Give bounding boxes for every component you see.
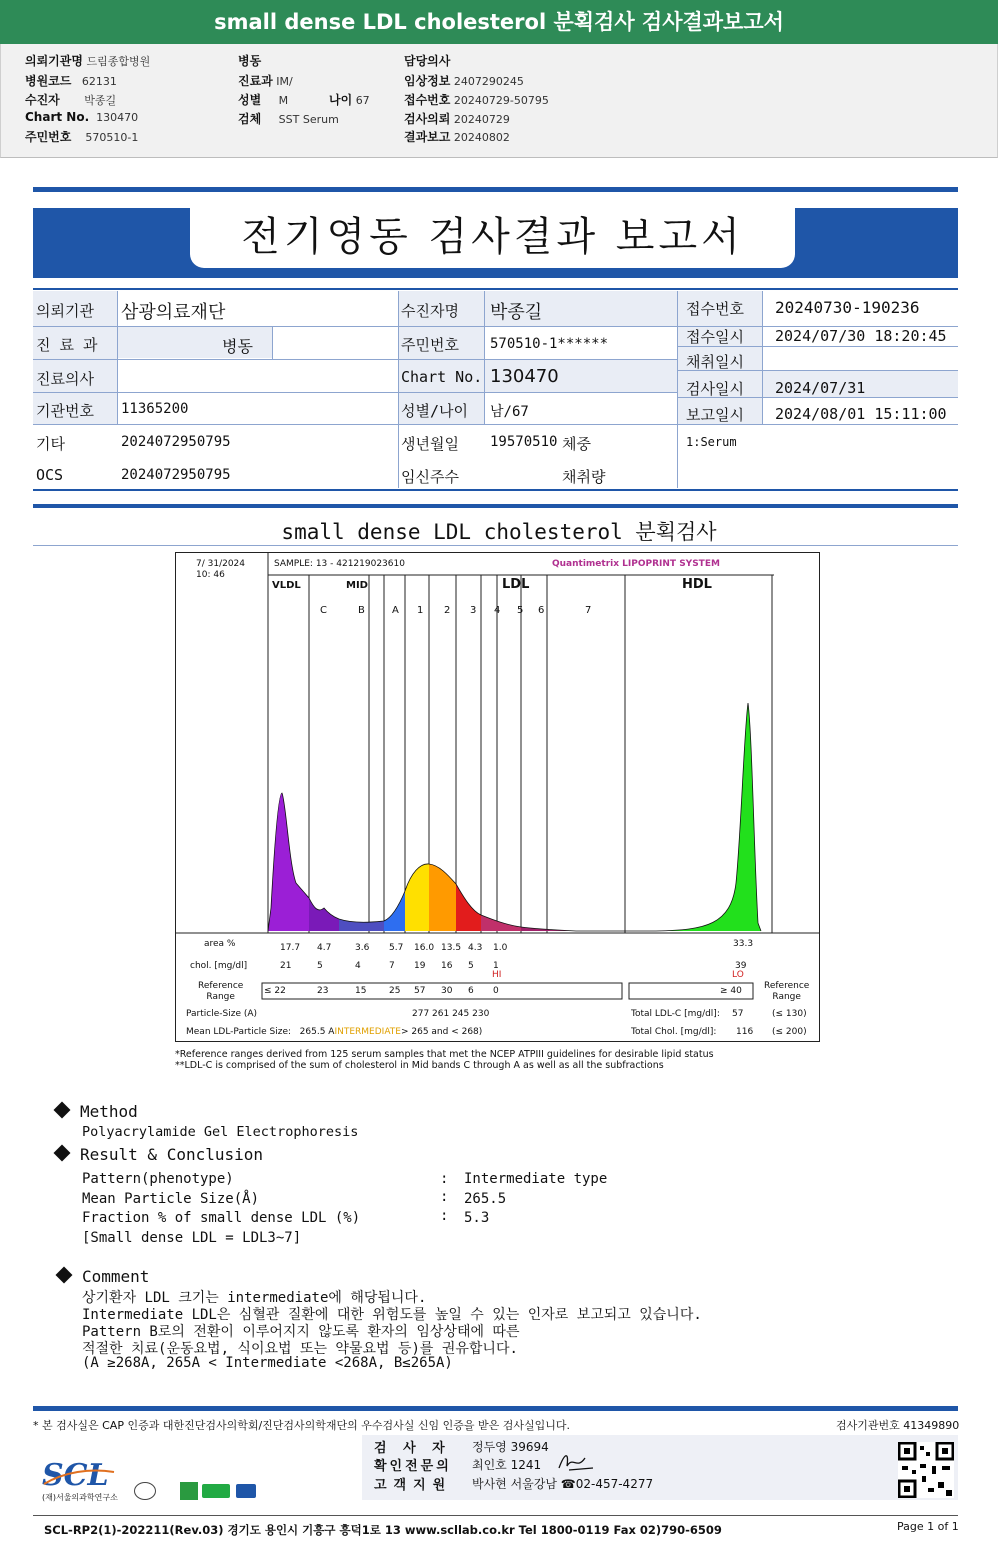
result-colon: : xyxy=(440,1208,449,1224)
section-underline xyxy=(33,545,958,546)
comment-line-1: 상기환자 LDL 크기는 intermediate에 해당됩니다. xyxy=(82,1290,427,1306)
lp-group-vldl: VLDL xyxy=(272,580,301,591)
collect-label: 채취일시 xyxy=(686,353,744,371)
request-row: 검사의뢰 20240729 xyxy=(404,112,510,126)
area-value: 3.6 xyxy=(355,943,370,953)
table-line xyxy=(33,392,678,393)
table-vline xyxy=(484,291,485,424)
page-number: Page 1 of 1 xyxy=(897,1520,959,1533)
footer-line xyxy=(33,1515,958,1516)
comment-line-2: Intermediate LDL은 심혈관 질환에 대한 위험도를 높일 수 있는 인자로 보고되고 있습니다. xyxy=(82,1307,702,1323)
ref-value: 23 xyxy=(317,986,329,996)
dept-value: 병동 xyxy=(222,337,253,356)
lipoprint-fraction-peak xyxy=(405,864,429,931)
ward-row: 병동 xyxy=(238,54,262,68)
institution-value: 삼광의료재단 xyxy=(121,302,226,323)
receipt-date-label: 접수일시 xyxy=(686,328,744,346)
exam-date-label: 검사일시 xyxy=(686,380,744,398)
tester-label: 검 사 자 xyxy=(374,1441,451,1456)
lp-band-label: 4 xyxy=(494,605,501,616)
inst-no-label: 기관번호 xyxy=(36,402,94,420)
table-line xyxy=(33,359,678,360)
psize-label: Particle-Size (A) xyxy=(186,1009,258,1019)
ref-value: 25 xyxy=(389,986,401,996)
ref-hdl: ≥ 40 xyxy=(720,986,742,996)
tchol-label: Total Chol. [mg/dl]: xyxy=(631,1027,717,1037)
ref-label-right: Reference Range xyxy=(764,981,810,1002)
lp-band-label: B xyxy=(358,605,365,616)
ref-label: Reference Range xyxy=(198,981,244,1002)
doctor-label: 진료의사 xyxy=(36,370,94,388)
scl-logo-swoosh-icon xyxy=(42,1462,116,1490)
etc-value: 2024072950795 xyxy=(121,434,231,450)
lp-band-label: 6 xyxy=(538,605,545,616)
kda-badge-icon xyxy=(202,1484,230,1498)
ref-value: ≤ 22 xyxy=(264,986,286,996)
lp-group-hdl: HDL xyxy=(682,577,712,592)
chol-value: 19 xyxy=(414,961,426,971)
table-vline xyxy=(762,291,763,424)
table-top-rule xyxy=(33,288,958,290)
id-row: 주민번호 570510-1 xyxy=(25,130,139,144)
diamond-bullet-icon xyxy=(54,1102,71,1119)
footer-rule xyxy=(33,1406,958,1411)
ldlc-label: Total LDL-C [mg/dl]: xyxy=(631,1009,720,1019)
sexage-value: 남/67 xyxy=(490,404,529,420)
address-line: SCL-RP2(1)-202211(Rev.03) 경기도 용인시 기흥구 흥덕1로 13 www.scllab.co.kr Tel 1800-0119 Fax 02)790-6509 xyxy=(44,1523,722,1537)
area-value: 5.7 xyxy=(389,943,404,953)
ref-value: 30 xyxy=(441,986,453,996)
dept-row: 진료과 IM/ xyxy=(238,74,293,88)
lp-band-label: 3 xyxy=(470,605,477,616)
exam-date-value: 2024/07/31 xyxy=(775,379,866,397)
area-label: area % xyxy=(204,939,236,949)
report-banner-title: small dense LDL cholesterol 분획검사 검사결과보고서 xyxy=(0,0,998,44)
header-rule xyxy=(33,187,958,192)
lp-band-label: A xyxy=(392,605,399,616)
report-date-value: 2024/08/01 15:11:00 xyxy=(775,405,947,423)
result-label-1: Pattern(phenotype) xyxy=(82,1171,234,1187)
diamond-bullet-icon xyxy=(54,1145,71,1162)
chol-value: 1 xyxy=(493,961,499,971)
chart-value: 130470 xyxy=(490,366,559,387)
specimen-row: 검체 SST Serum xyxy=(238,112,339,126)
ocs-value: 2024072950795 xyxy=(121,467,231,483)
lp-group-ldl: LDL xyxy=(502,577,530,592)
ldlc-ref: (≤ 130) xyxy=(772,1009,807,1019)
hospital-row: 의뢰기관명 드림종합병원 xyxy=(25,54,151,68)
tchol-value: 116 xyxy=(736,1027,754,1037)
birth-label: 생년월일 xyxy=(401,435,459,453)
area-value: 4.7 xyxy=(317,943,332,953)
result-value-3: 5.3 xyxy=(464,1210,490,1226)
result-label-3: Fraction % of small dense LDL (%) xyxy=(82,1210,361,1226)
code-row: 병원코드 62131 xyxy=(25,74,117,88)
lipoprint-panel xyxy=(175,552,820,1042)
confirm-value: 최인호 1241 xyxy=(472,1458,542,1472)
area-hdl: 33.3 xyxy=(733,939,754,949)
specimen-value: 1:Serum xyxy=(686,435,737,449)
lipoprint-trace xyxy=(268,703,761,931)
comment-line-4: 적절한 치료(운동요법, 식이요법 또는 약물요법 등)를 권유합니다. xyxy=(82,1341,518,1357)
doctor-row: 담당의사 xyxy=(404,54,451,68)
birth-value: 19570510 xyxy=(490,434,558,450)
volume-label: 채취량 xyxy=(562,468,606,486)
tester-value: 정두영 39694 xyxy=(472,1440,549,1454)
ocs-label: OCS xyxy=(36,466,64,484)
lp-group-mid: MID xyxy=(346,580,368,591)
sex-row: 성별 M xyxy=(238,93,289,107)
diamond-bullet-icon xyxy=(56,1267,73,1284)
lp-sample: SAMPLE: 13 - 421219023610 xyxy=(274,559,405,569)
method-text: Polyacrylamide Gel Electrophoresis xyxy=(82,1124,359,1140)
comment-line-3: Pattern B로의 전환이 이루어지지 않도록 환자의 임상상태에 따른 xyxy=(82,1324,520,1340)
hi-flag: HI xyxy=(492,970,502,980)
clinical-row: 임상정보 2407290245 xyxy=(404,74,524,88)
weight-label: 체중 xyxy=(562,435,591,453)
lp-system: Quantimetrix LIPOPRINT SYSTEM xyxy=(552,559,720,569)
lipoprint-fraction-peak xyxy=(429,864,456,931)
scl-logo-sub: (재)서울의과학연구소 xyxy=(42,1493,118,1502)
table-vline xyxy=(677,291,678,488)
result-label-2: Mean Particle Size(Å) xyxy=(82,1191,260,1207)
institution-label: 의뢰기관 xyxy=(36,302,94,320)
footnote-1: *Reference ranges derived from 125 serum samples that met the NCEP ATPIII guidelines for desirable lipid status xyxy=(175,1049,714,1060)
support-label: 고객지원 xyxy=(374,1478,453,1493)
ref-value: 0 xyxy=(493,986,499,996)
chart-row: Chart No. 130470 xyxy=(25,110,139,124)
confirm-label: 확인전문의 xyxy=(374,1459,452,1474)
etc-label: 기타 xyxy=(36,435,65,453)
chol-value: 5 xyxy=(468,961,474,971)
patient-value: 박종길 xyxy=(490,302,543,323)
comment-line-5: (A ≥268A, 265A < Intermediate <268A, B≤265A) xyxy=(82,1355,453,1371)
cap-badge-icon xyxy=(134,1482,156,1500)
receipt-row: 접수번호 20240729-50795 xyxy=(404,93,549,107)
lp-band-label: 5 xyxy=(517,605,524,616)
chol-label: chol. [mg/dl] xyxy=(190,961,248,971)
psize-values: 277 261 245 230 xyxy=(412,1009,490,1019)
mean-size-row: Mean LDL-Particle Size: 265.5 AINTERMEDIATE> 265 and < 268) xyxy=(186,1027,483,1037)
area-value: 13.5 xyxy=(441,943,462,953)
sexage-label: 성별/나이 xyxy=(401,402,468,420)
result-colon: : xyxy=(440,1189,449,1205)
table-vline xyxy=(398,291,399,488)
ref-value: 15 xyxy=(355,986,367,996)
report-row: 결과보고 20240802 xyxy=(404,130,510,144)
table-vline xyxy=(272,327,273,359)
area-value: 1.0 xyxy=(493,943,508,953)
table-bottom-rule xyxy=(33,489,958,491)
ref-value: 57 xyxy=(414,986,426,996)
chol-value: 21 xyxy=(280,961,292,971)
chol-value: 16 xyxy=(441,961,453,971)
chart-label: Chart No. xyxy=(401,368,483,386)
table-vline xyxy=(117,291,118,424)
tchol-ref: (≤ 200) xyxy=(772,1027,807,1037)
area-value: 17.7 xyxy=(280,943,301,953)
footnote-2: **LDL-C is comprised of the sum of cholesterol in Mid bands C through A as well as all the subfractions xyxy=(175,1060,664,1071)
section-title: small dense LDL cholesterol 분획검사 xyxy=(281,520,717,544)
receipt-date-value: 2024/07/30 18:20:45 xyxy=(775,327,947,345)
method-heading: Method xyxy=(56,1102,138,1121)
ksa-badge-icon xyxy=(236,1484,256,1498)
area-value: 4.3 xyxy=(468,943,483,953)
doctor-signature-icon xyxy=(555,1450,595,1474)
comment-heading: Comment xyxy=(58,1267,149,1286)
lipoprint-fraction-peak xyxy=(309,898,339,931)
patient-row: 수진자 박종길 xyxy=(25,93,117,107)
accreditation-badge-icon xyxy=(180,1482,198,1500)
chol-hdl: 39 xyxy=(735,961,747,971)
ref-value: 6 xyxy=(468,986,474,996)
lp-band-label: C xyxy=(320,605,327,616)
receipt-no-label: 접수번호 xyxy=(686,300,744,318)
preg-label: 임신주수 xyxy=(401,468,459,486)
result-heading: Result & Conclusion xyxy=(56,1145,263,1164)
id-label: 주민번호 xyxy=(401,336,459,354)
result-colon: : xyxy=(440,1171,449,1187)
dept-label: 진 료 과 xyxy=(36,336,98,354)
lab-number: 검사기관번호 41349890 xyxy=(836,1419,960,1432)
ldlc-value: 57 xyxy=(732,1009,744,1019)
result-value-2: 265.5 xyxy=(464,1191,507,1207)
lp-time: 10: 46 xyxy=(196,570,225,580)
lp-band-label: 2 xyxy=(444,605,451,616)
qr-code-icon xyxy=(898,1442,954,1498)
chol-value: 4 xyxy=(355,961,361,971)
age-row: 나이 67 xyxy=(329,93,370,107)
lp-date: 7/ 31/2024 xyxy=(196,559,246,569)
top-info-panel xyxy=(0,44,998,158)
inst-no-value: 11365200 xyxy=(121,401,189,417)
area-value: 16.0 xyxy=(414,943,435,953)
lipoprint-fraction-peak xyxy=(268,793,309,931)
receipt-no-value: 20240730-190236 xyxy=(775,298,920,317)
table-line xyxy=(33,424,678,425)
support-value: 박사현 서울강남 ☎02-457-4277 xyxy=(472,1477,654,1491)
patient-label: 수진자명 xyxy=(401,302,459,320)
report-date-label: 보고일시 xyxy=(686,406,744,424)
id-value: 570510-1****** xyxy=(490,336,609,352)
chol-value: 5 xyxy=(317,961,323,971)
result-note: [Small dense LDL = LDL3~7] xyxy=(82,1230,302,1246)
cert-text: * 본 검사실은 CAP 인증과 대한진단검사의학회/진단검사의학재단의 우수검사실 신임 인증을 받은 검사실입니다. xyxy=(33,1419,571,1432)
lo-flag: LO xyxy=(732,970,744,980)
report-title: 전기영동 검사결과 보고서 xyxy=(190,206,795,268)
section-rule xyxy=(33,504,958,508)
lp-band-label: 7 xyxy=(585,605,592,616)
result-value-1: Intermediate type xyxy=(464,1171,608,1187)
chol-value: 7 xyxy=(389,961,395,971)
lp-band-label: 1 xyxy=(417,605,424,616)
scl-logo: SCL xyxy=(42,1458,109,1493)
